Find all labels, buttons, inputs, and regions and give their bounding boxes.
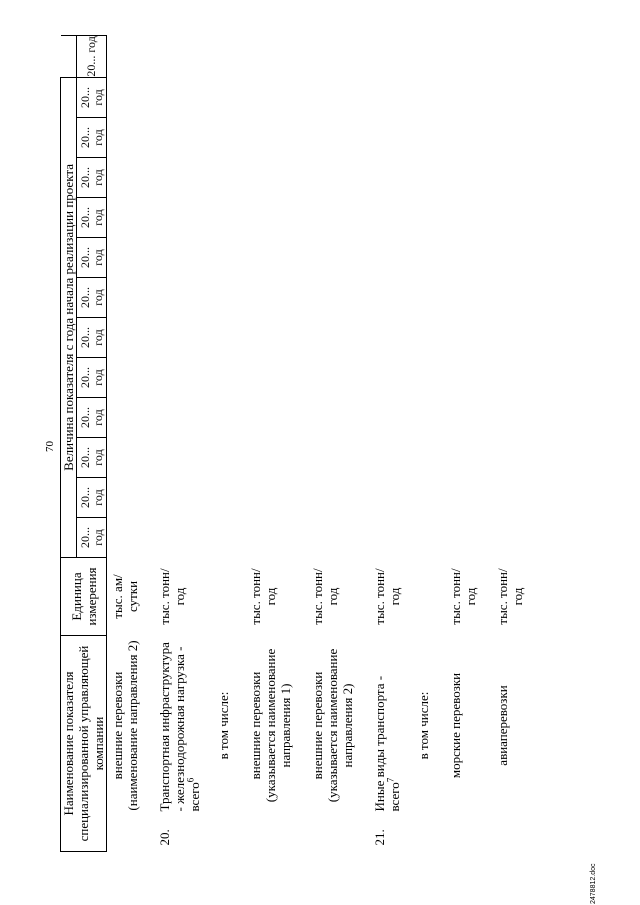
year-header: 20... год bbox=[77, 477, 107, 517]
table-row bbox=[154, 35, 216, 851]
header-value: Величина показателя с года начала реализации проекта bbox=[61, 77, 77, 557]
row-number: 21. bbox=[372, 829, 387, 846]
row-values bbox=[492, 35, 539, 557]
year-header: 20... год bbox=[77, 237, 107, 277]
row-number: 20. bbox=[157, 829, 172, 846]
footnote-ref: 7 bbox=[385, 777, 396, 783]
row-unit: тыс. тонн/ год bbox=[448, 568, 478, 625]
footnote-ref: 6 bbox=[185, 777, 196, 783]
row-number bbox=[416, 816, 445, 852]
row-values bbox=[154, 35, 216, 557]
row-values bbox=[307, 35, 369, 557]
row-values bbox=[245, 35, 307, 557]
row-unit: тыс. ам/ сутки bbox=[110, 574, 140, 619]
row-number bbox=[492, 816, 539, 852]
table-row bbox=[307, 35, 369, 851]
table-row bbox=[369, 35, 416, 851]
row-indicator: внешние перевозки (указывается наименование направления 1) bbox=[248, 648, 293, 803]
table-row bbox=[245, 35, 307, 851]
row-values bbox=[416, 35, 445, 557]
row-number bbox=[107, 816, 155, 852]
row-indicator: в том числе: bbox=[416, 691, 431, 760]
row-unit: тыс. тонн/ год bbox=[310, 568, 340, 625]
year-header: 20... год bbox=[77, 277, 107, 317]
header-unit: Единица измерения bbox=[61, 557, 107, 635]
year-header: 20... год bbox=[77, 117, 107, 157]
row-unit: тыс. тонн/ год bbox=[372, 568, 402, 625]
row-number bbox=[445, 816, 492, 852]
table-row bbox=[107, 35, 155, 851]
year-header: 20... год bbox=[77, 157, 107, 197]
row-values bbox=[107, 35, 155, 557]
row-unit: тыс. тонн/ год bbox=[157, 568, 187, 625]
row-values bbox=[445, 35, 492, 557]
row-indicator: Иные виды транспорта - всего$^7$ bbox=[372, 675, 402, 812]
row-number bbox=[216, 816, 245, 852]
header-indicator-name: Наименование показателя специализированной управляющей компании bbox=[61, 635, 107, 851]
row-indicator: морские перевозки bbox=[448, 672, 463, 779]
year-header: 20... год bbox=[77, 437, 107, 477]
row-unit bbox=[416, 557, 445, 635]
row-unit: тыс. тонн/ год bbox=[248, 568, 278, 625]
row-unit bbox=[216, 557, 245, 635]
rotated-table-page bbox=[60, 36, 560, 852]
year-header: 20... год bbox=[77, 77, 107, 117]
year-header: 20... год bbox=[77, 357, 107, 397]
year-header: 20... год bbox=[77, 197, 107, 237]
year-header: 20... год bbox=[77, 397, 107, 437]
row-indicator: авиаперевозки bbox=[495, 685, 510, 766]
page-number: 70 bbox=[44, 441, 56, 452]
indicators-table bbox=[60, 35, 539, 852]
row-number bbox=[245, 816, 307, 852]
row-values bbox=[216, 35, 245, 557]
table-row bbox=[216, 35, 245, 851]
header-blank bbox=[61, 35, 77, 77]
year-header: 20... год bbox=[77, 35, 107, 77]
row-indicator: в том числе: bbox=[216, 691, 231, 760]
table-row bbox=[445, 35, 492, 851]
row-unit: тыс. тонн/ год bbox=[495, 568, 525, 625]
table-row bbox=[492, 35, 539, 851]
document-footer: 2478812.doc bbox=[590, 863, 597, 904]
year-header: 20... год bbox=[77, 517, 107, 557]
row-indicator: Транспортная инфраструктура - железнодорожная нагрузка - всего$^6$ bbox=[157, 642, 202, 812]
row-values bbox=[369, 35, 416, 557]
table-row bbox=[416, 35, 445, 851]
row-indicator: внешние перевозки (указывается наименование направления 2) bbox=[310, 648, 355, 803]
row-number bbox=[307, 816, 369, 852]
year-header: 20... год bbox=[77, 317, 107, 357]
row-indicator: внешние перевозки (наименование направления 2) bbox=[110, 640, 140, 811]
